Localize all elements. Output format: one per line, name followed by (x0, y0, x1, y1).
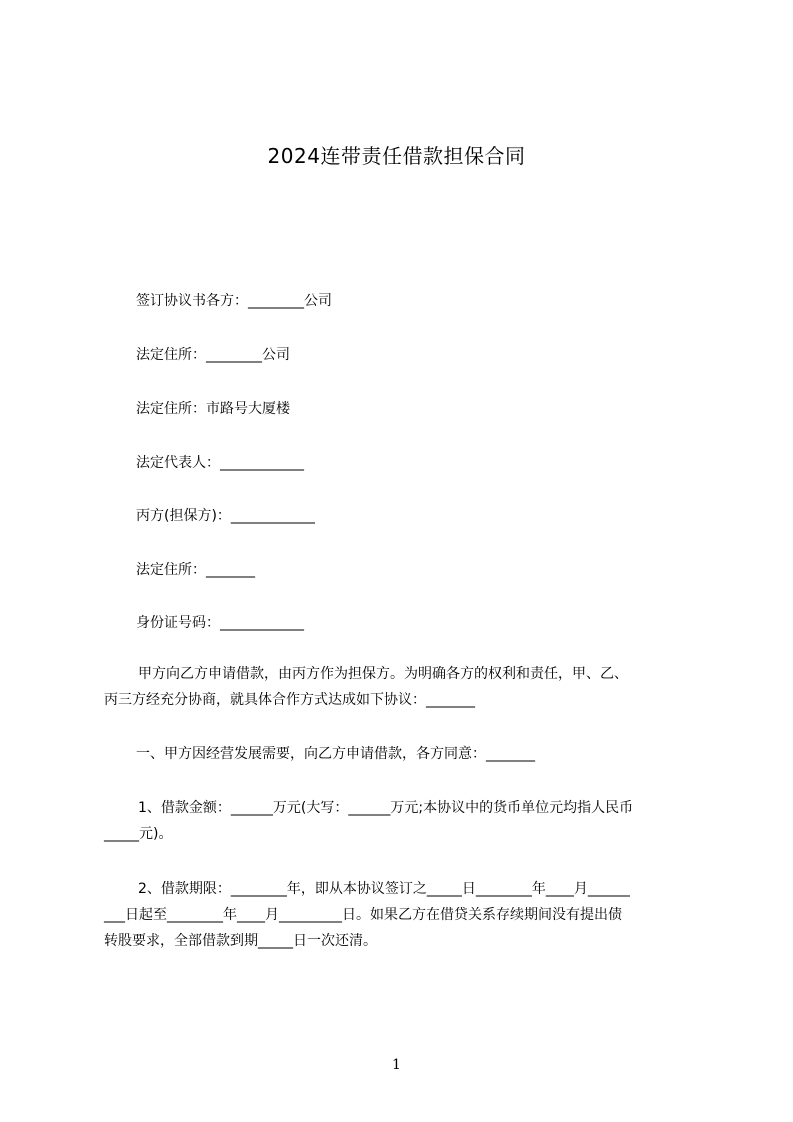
section-1-heading (104, 741, 704, 767)
legal-address-line-3: 法定住所：_______ (136, 562, 255, 578)
clause-2-line-2: ___日起至________年____月_________日。如果乙方在借贷关系存续期间没有提出债 (104, 907, 622, 923)
clause-1-line-2: _____元)。 (104, 826, 173, 842)
guarantor-line: 丙方(担保方)：____________ (136, 508, 315, 524)
legal-representative-line: 法定代表人：____________ (136, 455, 304, 471)
intro-line-2: 丙三方经充分协商，就具体合作方式达成如下协议：_______ (104, 692, 475, 708)
clause-1-line-1: 1、借款金额：______万元(大写：______万元;本协议中的货币单位元均指人民币 (138, 800, 634, 816)
id-number-line: 身份证号码：____________ (136, 615, 304, 631)
section-1-heading-text: 一、甲方因经营发展需要，向乙方申请借款，各方同意：_______ (136, 746, 535, 762)
signing-parties-line: 签订协议书各方：________公司 (136, 293, 332, 309)
document-title: 2024连带责任借款担保合同 (267, 144, 526, 168)
page-number: 1 (392, 1057, 401, 1073)
legal-address-line-1: 法定住所：________公司 (136, 347, 290, 363)
clause-2-line-3: 转股要求，全部借款到期_____日一次还清。 (104, 933, 377, 949)
intro-paragraph (104, 661, 704, 713)
clause-2-paragraph (104, 876, 704, 954)
clause-1-paragraph (104, 795, 704, 847)
clause-2-line-1: 2、借款期限：________年，即从本协议签订之_____日________年____月______ (138, 881, 630, 897)
intro-line-1: 甲方向乙方申请借款，由丙方作为担保方。为明确各方的权利和责任，甲、乙、 (138, 666, 628, 682)
legal-address-line-2: 法定住所：市路号大厦楼 (136, 401, 290, 417)
